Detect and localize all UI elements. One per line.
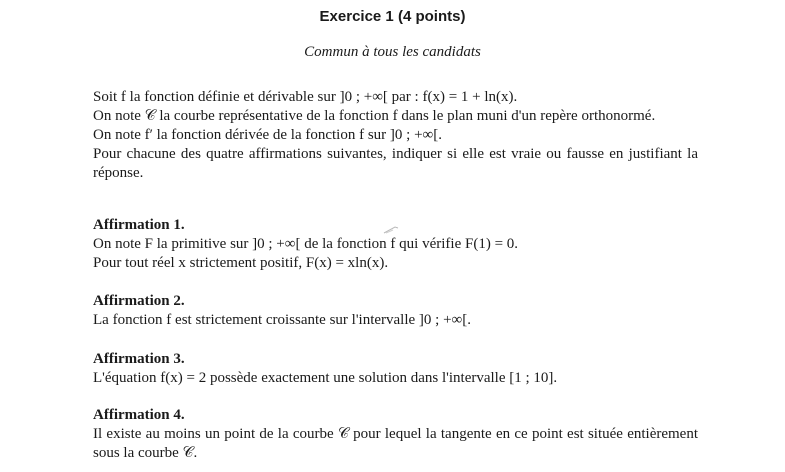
affirmation-4-line-1: Il existe au moins un point de la courbe 𝒞 pour lequel la tangente en ce point est située entièrement sous la courbe 𝒞. bbox=[93, 426, 698, 461]
affirmation-2-line-1: La fonction f est strictement croissante sur l'intervalle ]0 ; +∞[. bbox=[93, 312, 471, 328]
affirmation-1-heading: Affirmation 1. bbox=[93, 217, 185, 233]
exercise-intro bbox=[93, 88, 698, 183]
exercise-title: Exercice 1 (4 points) bbox=[319, 8, 466, 25]
affirmation-3-heading: Affirmation 3. bbox=[93, 351, 185, 367]
affirmation-1-line-1: On note F la primitive sur ]0 ; +∞[ de la fonction f qui vérifie F(1) = 0. bbox=[93, 236, 519, 252]
intro-line-curve: On note 𝒞 la courbe représentative de la fonction f dans le plan muni d'un repère orthonormé. bbox=[93, 108, 656, 124]
affirmation-3-line-1: L'équation f(x) = 2 possède exactement une solution dans l'intervalle [1 ; 10]. bbox=[93, 370, 558, 386]
affirmation-4 bbox=[93, 406, 698, 463]
affirmation-1-line-2: Pour tout réel x strictement positif, F(x) = xln(x). bbox=[93, 255, 389, 271]
exercise-subtitle: Commun à tous les candidats bbox=[304, 44, 481, 60]
affirmation-3 bbox=[93, 350, 698, 388]
affirmation-2-heading: Affirmation 2. bbox=[93, 293, 185, 309]
pencil-mark-icon bbox=[383, 225, 399, 235]
affirmation-4-heading: Affirmation 4. bbox=[93, 407, 185, 423]
affirmation-2 bbox=[93, 292, 698, 330]
intro-line-derivative: On note f′ la fonction dérivée de la fonction f sur ]0 ; +∞[. bbox=[93, 127, 442, 143]
intro-line-instructions: Pour chacune des quatre affirmations suivantes, indiquer si elle est vraie ou fausse en justifiant la réponse. bbox=[93, 146, 698, 181]
intro-line-function: Soit f la fonction définie et dérivable sur ]0 ; +∞[ par : f(x) = 1 + ln(x). bbox=[93, 89, 518, 105]
